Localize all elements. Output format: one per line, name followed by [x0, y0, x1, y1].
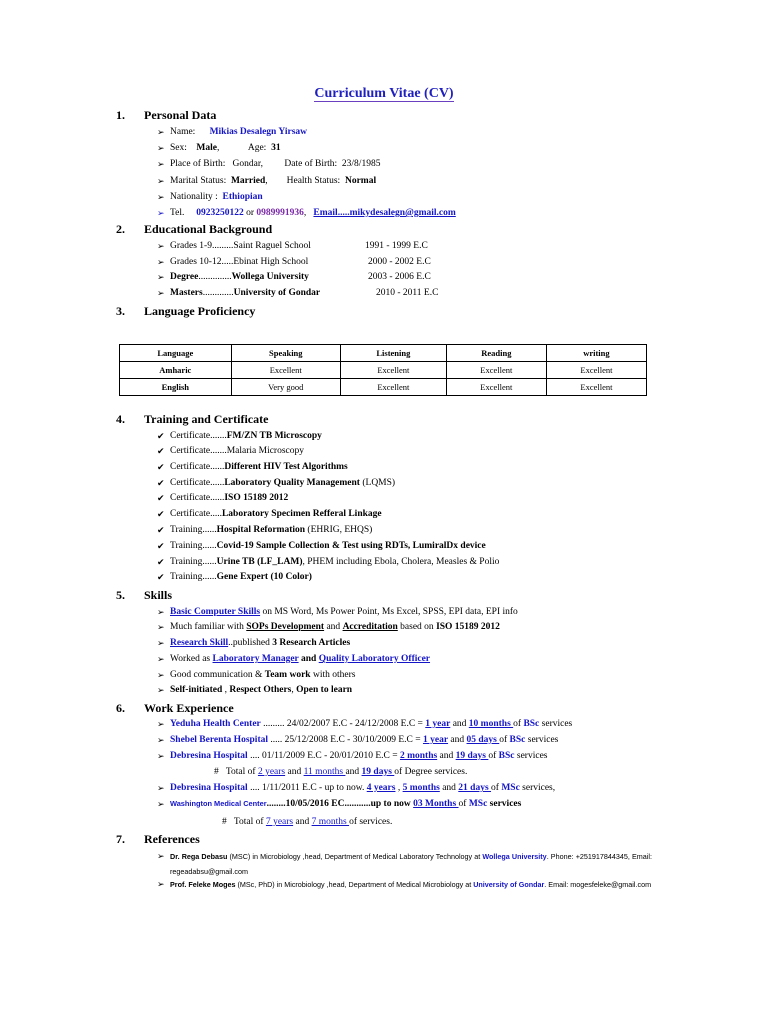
skill-link[interactable]: Research Skill: [170, 638, 229, 648]
arrow-bullet-icon: ➢: [157, 851, 165, 861]
arrow-bullet-icon: ➢: [157, 176, 165, 186]
work-item: ➢ Yeduha Health Center ......... 24/02/2007 E.C - 24/12/2008 E.C = 1 year and 10 months of BSc services: [157, 719, 573, 729]
section-references: 7. References: [116, 832, 200, 846]
arrow-bullet-icon: ➢: [157, 622, 165, 632]
personal-marital-health: ➢ Marital Status: Married, Health Status: Normal: [157, 176, 377, 186]
training-item: ✔ Certificate......Different HIV Test Algorithms: [157, 462, 348, 472]
table-cell: Excellent: [446, 362, 546, 379]
table-row: [120, 379, 647, 396]
check-bullet-icon: ✔: [157, 462, 165, 472]
training-item: ✔ Certificate.....Laboratory Specimen Refferal Linkage: [157, 509, 382, 519]
arrow-bullet-icon: ➢: [157, 208, 165, 218]
table-cell: Excellent: [340, 362, 446, 379]
section-education: 2. Educational Background: [116, 222, 273, 236]
personal-contact: ➢ Tel. 0923250122 or 0989991936, Email.....mikydesalegn@gmail.com: [157, 208, 456, 218]
section-training: 4. Training and Certificate: [116, 412, 269, 426]
table-header-cell: Speaking: [231, 345, 340, 362]
education-row-4: ➢ Masters.............University of Gondar 2010 - 2011 E.C: [157, 288, 439, 298]
check-bullet-icon: ✔: [157, 525, 165, 535]
personal-birth: ➢ Place of Birth: Gondar, Date of Birth: 23/8/1985: [157, 159, 381, 169]
table-row: [120, 362, 647, 379]
training-item: ✔ Certificate.......FM/ZN TB Microscopy: [157, 431, 322, 441]
table-cell: Very good: [231, 379, 340, 396]
work-total-degree: # Total of 2 years and 11 months and 19 days of Degree services.: [214, 767, 468, 777]
arrow-bullet-icon: ➢: [157, 257, 165, 267]
skill-link[interactable]: Quality Laboratory Officer: [318, 654, 431, 664]
section-language: 3. Language Proficiency: [116, 304, 256, 318]
section-work-experience: 6. Work Experience: [116, 701, 234, 715]
table-cell: Amharic: [120, 362, 232, 379]
work-item: ➢ Shebel Berenta Hospital ..... 25/12/2008 E.C - 30/10/2009 E.C = 1 year and 05 days of BSc services: [157, 735, 559, 745]
hash-bullet-icon: #: [222, 817, 227, 827]
hash-bullet-icon: #: [214, 767, 219, 777]
table-cell: Excellent: [546, 362, 646, 379]
arrow-bullet-icon: ➢: [157, 127, 165, 137]
reference-item: ➢ Dr. Rega Debasu (MSC) in Microbiology ,head, Department of Medical Laboratory Technology at Wollega University. Phone: +251917844345, Email: regeadabsu@gmail.com: [157, 851, 652, 876]
training-item: ✔ Certificate......ISO 15189 2012: [157, 493, 289, 503]
arrow-bullet-icon: ➢: [157, 735, 165, 745]
table-cell: Excellent: [446, 379, 546, 396]
training-item: ✔ Training......Hospital Reformation (EHRIG, EHQS): [157, 525, 373, 535]
table-header-cell: writing: [546, 345, 646, 362]
skill-item: ➢ Basic Computer Skills on MS Word, Ms Power Point, Ms Excel, SPSS, EPI data, EPI info: [157, 607, 518, 617]
skill-link[interactable]: Basic Computer Skills: [170, 607, 261, 617]
arrow-bullet-icon: ➢: [157, 654, 165, 664]
phone-number-1: 0923250122: [196, 208, 244, 218]
arrow-bullet-icon: ➢: [157, 288, 165, 298]
email-link[interactable]: Email.....mikydesalegn@gmail.com: [313, 208, 456, 218]
reference-item: ➢ Prof. Feleke Moges (MSc, PhD) in Microbiology ,head, Department of Medical Microbiology at University of Gondar. Email: mogesfeleke@gmail.com: [170, 877, 652, 892]
personal-sex-age: ➢ Sex: Male, Age: 31: [157, 143, 281, 153]
training-item: ✔ Training......Urine TB (LF_LAM), PHEM including Ebola, Cholera, Measles & Polio: [157, 557, 500, 567]
skill-item: ➢ Much familiar with SOPs Development and Accreditation based on ISO 15189 2012: [157, 622, 500, 632]
arrow-bullet-icon: ➢: [157, 241, 165, 251]
check-bullet-icon: ✔: [157, 431, 165, 441]
work-item: ➢ Washington Medical Center........10/05/2016 EC...........up to now 03 Months of MSc services: [157, 799, 522, 809]
arrow-bullet-icon: ➢: [157, 879, 165, 889]
table-header-cell: Reading: [446, 345, 546, 362]
arrow-bullet-icon: ➢: [157, 607, 165, 617]
section-personal-data: 1. Personal Data: [116, 108, 217, 122]
skill-item: ➢ Self-initiated , Respect Others, Open to learn: [157, 685, 353, 695]
table-header-cell: Language: [120, 345, 232, 362]
training-item: ✔ Certificate.......Malaria Microscopy: [157, 446, 305, 456]
personal-nationality: ➢ Nationality : Ethiopian: [157, 192, 263, 202]
skill-item: ➢ Worked as Laboratory Manager and Quality Laboratory Officer: [157, 654, 431, 664]
skill-item: ➢ Good communication & Team work with others: [157, 670, 356, 680]
table-header-row: [120, 345, 647, 362]
personal-name: ➢ Name: Mikias Desalegn Yirsaw: [157, 127, 308, 137]
arrow-bullet-icon: ➢: [157, 685, 165, 695]
training-item: ✔ Training......Gene Expert (10 Color): [157, 572, 312, 582]
table-cell: Excellent: [340, 379, 446, 396]
table-cell: Excellent: [231, 362, 340, 379]
arrow-bullet-icon: ➢: [157, 751, 165, 761]
check-bullet-icon: ✔: [157, 493, 165, 503]
arrow-bullet-icon: ➢: [157, 719, 165, 729]
document-title: Curriculum Vitae (CV): [314, 86, 454, 101]
check-bullet-icon: ✔: [157, 478, 165, 488]
education-row-3: ➢ Degree..............Wollega University 2003 - 2006 E.C: [157, 272, 431, 282]
language-table: [119, 344, 647, 396]
check-bullet-icon: ✔: [157, 557, 165, 567]
table-header-cell: Listening: [340, 345, 446, 362]
phone-number-2: 0989991936: [256, 208, 304, 218]
check-bullet-icon: ✔: [157, 541, 165, 551]
training-item: ✔ Certificate......Laboratory Quality Management (LQMS): [157, 478, 396, 488]
arrow-bullet-icon: ➢: [157, 272, 165, 282]
work-item: ➢ Debresina Hospital .... 01/11/2009 E.C - 20/01/2010 E.C = 2 months and 19 days of BSc services: [157, 751, 548, 761]
table-cell: Excellent: [546, 379, 646, 396]
arrow-bullet-icon: ➢: [157, 159, 165, 169]
arrow-bullet-icon: ➢: [157, 670, 165, 680]
work-total: # Total of 7 years and 7 months of services.: [222, 817, 393, 827]
arrow-bullet-icon: ➢: [157, 192, 165, 202]
arrow-bullet-icon: ➢: [157, 638, 165, 648]
education-row-1: ➢ Grades 1-9.........Saint Raguel School 1991 - 1999 E.C: [157, 241, 428, 251]
table-cell: English: [120, 379, 232, 396]
check-bullet-icon: ✔: [157, 572, 165, 582]
arrow-bullet-icon: ➢: [157, 143, 165, 153]
check-bullet-icon: ✔: [157, 446, 165, 456]
arrow-bullet-icon: ➢: [157, 783, 165, 793]
work-item: ➢ Debresina Hospital .... 1/11/2011 E.C - up to now. 4 years , 5 months and 21 days of MSc services,: [157, 783, 556, 793]
skill-item: ➢ Research Skill..published 3 Research Articles: [157, 638, 351, 648]
arrow-bullet-icon: ➢: [157, 799, 165, 809]
skill-link[interactable]: Laboratory Manager: [212, 654, 299, 664]
section-skills: 5. Skills: [116, 588, 173, 602]
education-row-2: ➢ Grades 10-12.....Ebinat High School 2000 - 2002 E.C: [157, 257, 431, 267]
check-bullet-icon: ✔: [157, 509, 165, 519]
training-item: ✔ Training......Covid-19 Sample Collection & Test using RDTs, LumiralDx device: [157, 541, 486, 551]
